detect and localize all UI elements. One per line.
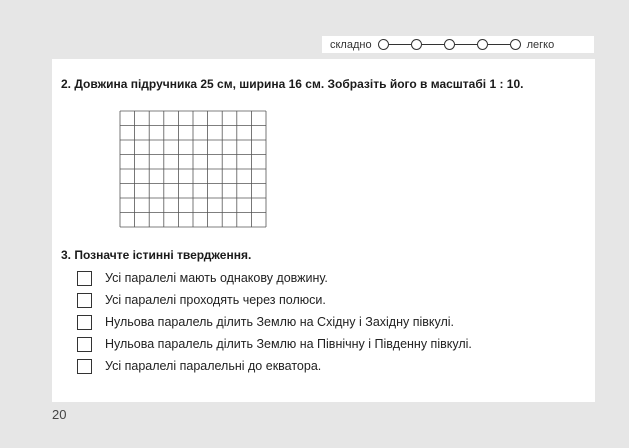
option-checkbox-5[interactable] — [77, 359, 92, 374]
option-item — [77, 289, 472, 311]
option-text: Усі паралелі проходять через полюси. — [105, 293, 326, 307]
difficulty-circle-1[interactable] — [378, 39, 389, 50]
option-text: Усі паралелі мають однакову довжину. — [105, 271, 328, 285]
difficulty-circle-4[interactable] — [477, 39, 488, 50]
difficulty-hard-label: складно — [330, 38, 372, 51]
option-item — [77, 355, 472, 377]
option-item — [77, 311, 472, 333]
drawing-grid[interactable] — [119, 110, 267, 228]
option-checkbox-3[interactable] — [77, 315, 92, 330]
option-checkbox-4[interactable] — [77, 337, 92, 352]
task3-title: 3. Позначте істинні твердження. — [61, 248, 252, 262]
difficulty-easy-label: легко — [526, 38, 555, 51]
option-item — [77, 333, 472, 355]
difficulty-circle-3[interactable] — [444, 39, 455, 50]
option-item — [77, 267, 472, 289]
difficulty-connector — [422, 44, 444, 45]
difficulty-connector — [389, 44, 411, 45]
difficulty-connector — [455, 44, 477, 45]
difficulty-connector — [488, 44, 510, 45]
worksheet-card — [52, 59, 595, 402]
task2-title: 2. Довжина підручника 25 см, ширина 16 см. Зобразіть його в масштабі 1 : 10. — [61, 77, 524, 91]
option-checkbox-1[interactable] — [77, 271, 92, 286]
option-text: Нульова паралель ділить Землю на Північну і Південну півкулі. — [105, 337, 472, 351]
option-checkbox-2[interactable] — [77, 293, 92, 308]
option-text: Усі паралелі паралельні до екватора. — [105, 359, 322, 373]
option-text: Нульова паралель ділить Землю на Східну і Західну півкулі. — [105, 315, 455, 329]
page-number: 20 — [52, 407, 67, 422]
task3-options — [77, 267, 472, 377]
difficulty-scale — [322, 36, 594, 53]
difficulty-circle-5[interactable] — [510, 39, 521, 50]
difficulty-circles — [378, 39, 521, 50]
difficulty-circle-2[interactable] — [411, 39, 422, 50]
